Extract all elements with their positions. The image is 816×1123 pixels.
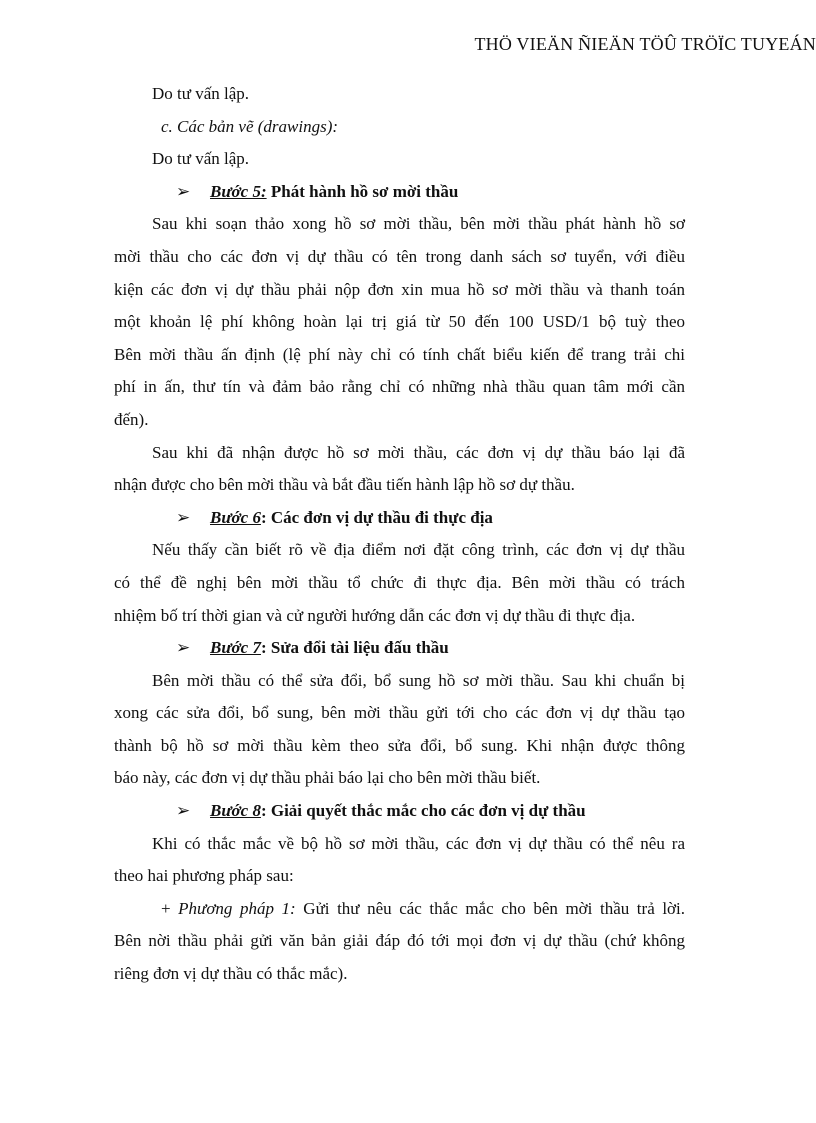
document-body — [114, 78, 685, 991]
text-line: có thể đề nghị bên mời thầu tổ chức đi thực địa. Bên mời thầu có trách — [114, 572, 685, 592]
text-line: Bên nời thầu phải gửi văn bản giải đáp đó tới mọi đơn vị dự thầu (chứ không — [114, 931, 685, 951]
arrow-bullet-icon: ➢ — [176, 638, 191, 658]
text-line: Do tư vấn lập. — [152, 84, 250, 103]
text-line: thành bộ hồ sơ mời thầu kèm theo sửa đổi, bổ sung. Khi nhận được thông — [114, 735, 685, 755]
text-line: phí in ấn, thư tín và đảm bảo rằng chỉ có những nhà thầu quan tâm mới cần — [114, 377, 685, 397]
step-title: : Giải quyết thắc mắc cho các đơn vị dự thầu — [260, 801, 586, 821]
arrow-bullet-icon: ➢ — [176, 507, 191, 527]
text-line: báo này, các đơn vị dự thầu phải báo lại cho bên mời thầu biết. — [114, 768, 541, 788]
text-line: Do tư vấn lập. — [152, 149, 250, 169]
method-1-line — [114, 893, 685, 926]
text-line: theo hai phương pháp sau: — [114, 866, 294, 886]
step-label: Bước 8 — [210, 801, 261, 821]
text-line: kiện các đơn vị dự thầu phải nộp đơn xin mua hồ sơ mời thầu và thanh toán — [114, 279, 685, 299]
text-line: xong các sửa đổi, bổ sung, bên mời thầu gửi tới cho các đơn vị dự thầu tạo — [114, 703, 685, 723]
step-title: : Sửa đổi tài liệu đấu thầu — [260, 638, 449, 658]
arrow-bullet-icon: ➢ — [176, 801, 191, 821]
arrow-bullet-icon: ➢ — [176, 181, 191, 201]
text-line: Sau khi đã nhận được hồ sơ mời thầu, các đơn vị dự thầu báo lại đã — [152, 442, 685, 462]
text-line: một khoản lệ phí không hoàn lại trị giá từ 50 đến 100 USD/1 bộ tuỳ theo — [114, 312, 685, 332]
step-5-heading — [114, 176, 685, 209]
text-line: nhận được cho bên mời thầu và bắt đầu tiến hành lập hồ sơ dự thầu. — [114, 475, 575, 495]
text-line: Bên mời thầu có thể sửa đổi, bổ sung hồ sơ mời thầu. Sau khi chuẩn bị — [152, 670, 685, 690]
step-label: Bước 7 — [210, 638, 261, 658]
text-line: đến). — [114, 409, 149, 429]
method-label: Phương pháp 1: — [178, 898, 296, 918]
page-header-title: THÖ VIEÄN ÑIEÄN TÖÛ TRÖÏC TUYEÁN — [474, 34, 816, 54]
text-line: mời thầu cho các đơn vị dự thầu có tên trong danh sách sơ tuyển, với điều — [114, 246, 685, 266]
text-line: riêng đơn vị dự thầu có thắc mắc). — [114, 964, 348, 984]
step-8-heading — [114, 795, 685, 828]
text-line: Khi có thắc mắc về bộ hồ sơ mời thầu, các đơn vị dự thầu có thể nêu ra — [152, 833, 685, 853]
step-7-heading — [114, 632, 685, 665]
step-6-heading — [114, 502, 685, 535]
text-line: Nếu thấy cần biết rõ về địa điểm nơi đặt công trình, các đơn vị dự thầu — [152, 540, 685, 560]
text-line: Sau khi soạn thảo xong hồ sơ mời thầu, bên mời thầu phát hành hồ sơ — [152, 214, 685, 234]
step-title: : Các đơn vị dự thầu đi thực địa — [260, 507, 493, 527]
method-text: Gửi thư nêu các thắc mắc cho bên mời thầu trả lời. — [295, 898, 686, 918]
step-title: Phát hành hồ sơ mời thầu — [266, 181, 459, 201]
plus-prefix: + — [161, 898, 179, 918]
text-line: nhiệm bố trí thời gian và cử người hướng dẫn các đơn vị dự thầu đi thực địa. — [114, 605, 636, 625]
step-label: Bước 5: — [210, 181, 267, 201]
step-label: Bước 6 — [210, 507, 261, 527]
subsection-heading: c. Các bản vẽ (drawings): — [161, 116, 339, 136]
text-line: Bên mời thầu ấn định (lệ phí này chỉ có tính chất biểu kiến để trang trải chi — [114, 344, 685, 364]
